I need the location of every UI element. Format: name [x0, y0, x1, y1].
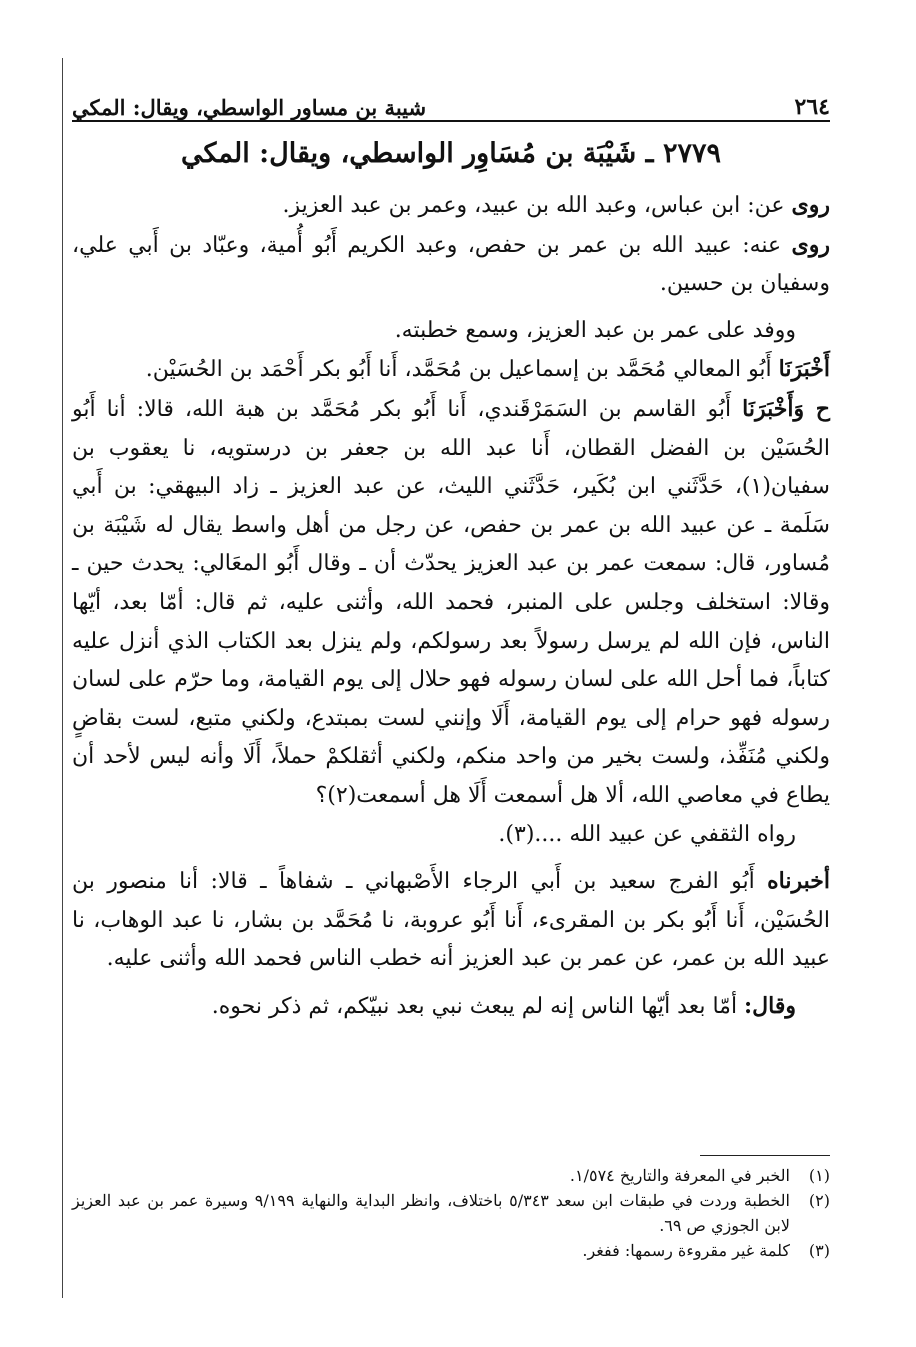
narrated-from-paragraph	[72, 186, 830, 226]
narrated-from-lead: روى	[791, 192, 830, 218]
header-rule	[72, 120, 830, 122]
isnad-2-lead: ح وَأَخْبَرَنَا	[742, 395, 830, 422]
footnote-text: الخبر في المعرفة والتاريخ ١/٥٧٤.	[569, 1166, 790, 1185]
isnad-1-lead: أَخْبَرَنَا	[778, 356, 830, 383]
footnote-number: (٢)	[808, 1191, 830, 1210]
narrated-from-text: عن: ابن عباس، وعبد الله بن عبيد، وعمر بن عبد العزيز.	[282, 193, 792, 218]
isnad-paragraph-2	[72, 390, 830, 816]
main-text	[72, 128, 830, 1026]
narrated-by-text: عنه: عبيد الله بن عمر بن حفص، وعبد الكريم أَبُو أُمية، وعبّاد بن أَبي علي، وسفيان بن حسين.	[72, 232, 830, 297]
isnad-1-text: أَبُو المعالي مُحَمَّد بن إسماعيل بن مُحَمَّد، أَنا أَبُو بكر أَحْمَد بن الحُسَيْن.	[145, 357, 779, 383]
footnote-text: الخطبة وردت في طبقات ابن سعد ٥/٣٤٣ باختلاف، وانظر البداية والنهاية ٩/١٩٩ وسيرة عمر بن عبد العزيز لابن الجوزي ص ٦٩.	[72, 1191, 791, 1235]
footnote-number: (٣)	[808, 1241, 830, 1260]
margin-rule	[62, 58, 63, 1298]
page-number: ٢٦٤	[794, 94, 830, 120]
running-header	[72, 84, 830, 120]
narrated-by-paragraph	[72, 226, 830, 304]
qal-paragraph	[72, 987, 830, 1027]
footnote-number: (١)	[808, 1166, 830, 1185]
qal-lead: وقال:	[744, 992, 796, 1019]
isnad-paragraph-3	[72, 862, 830, 979]
narrated-by-lead: روى	[791, 231, 830, 258]
rawahu-paragraph: رواه الثقفي عن عبيد الله ....(٣).	[498, 821, 796, 847]
footnotes	[72, 1163, 830, 1263]
isnad-3-lead: أخبرناه	[767, 868, 830, 895]
running-title: شيبة بن مساور الواسطي، ويقال: المكي	[72, 95, 427, 120]
footnote	[72, 1188, 830, 1238]
footnote-text: كلمة غير مقروءة رسمها: ففغر.	[582, 1241, 790, 1260]
footnote	[72, 1238, 830, 1263]
isnad-3-text: أَبُو الفرج سعيد بن أَبي الرجاء الأَصْبهاني ـ شفاهاً ـ قالا: أنا منصور بن الحُسَيْن، أَنا أَبُو بكر بن المقرىء، أَنا أَبُو عروبة، نا مُحَمَّد بن بشار، نا عبد الوهاب، نا عبيد الله بن عمر، عن عمر بن عبد العزيز أنه خطب الناس فحمد الله وأثنى عليه.	[72, 869, 830, 972]
qal-text: أمّا بعد أيّها الناس إنه لم يبعث نبي بعد نبيّكم، ثم ذكر نحوه.	[211, 993, 745, 1019]
footnote-separator	[700, 1155, 830, 1156]
footnote	[72, 1163, 830, 1188]
visit-paragraph: ووفد على عمر بن عبد العزيز، وسمع خطبته.	[394, 317, 796, 343]
isnad-2-text: أَبُو القاسم بن السَمَرْقَندي، أَنا أَبُو بكر مُحَمَّد بن هبة الله، قالا: أنا أَبُو الحُسَيْن بن الفضل القطان، أَنا عبد الله بن جعفر بن درستويه، نا يعقوب بن سفيان(١)، حَدَّثَني ابن بُكَير، حَدَّثَني الليث، عن عبد العزيز ـ زاد البيهقي: بن أَبي سَلَمة ـ عن عبيد الله بن عمر بن حفص، عن رجل من أهل واسط يقال له شَيْبَة بن مُساور، قال: سمعت عمر بن عبد العزيز يحدّث أن ـ وقال أَبُو المعَالي: يحدث حين ـ وقالا: استخلف وجلس على المنبر، فحمد الله، وأثنى عليه، ثم قال: أمّا بعد، أيّها الناس، فإن الله لم يرسل رسولاً بعد رسولكم، ولم ينزل بعد الكتاب الذي أنزل عليه كتاباً، فما أحل الله على لسان رسوله فهو حلال إلى يوم القيامة، وما حرّم على لسان رسوله فهو حرام إلى يوم القيامة، أَلَا وإنني لست بمبتدع، ولكني متبع، لست بقاضٍ ولكني مُنَفِّذ، ولست بخير من واحد منكم، ولكني أثقلكمْ حملاً، أَلَا وأنه ليس لأحد أن يطاع في معاصي الله، ألا هل أسمعت أَلَا هل أسمعت(٢)؟	[72, 396, 830, 808]
isnad-paragraph-1	[72, 350, 830, 390]
entry-title: ٢٧٧٩ ـ شَيْبَة بن مُسَاوِر الواسطي، ويقال: المكي	[181, 138, 721, 169]
